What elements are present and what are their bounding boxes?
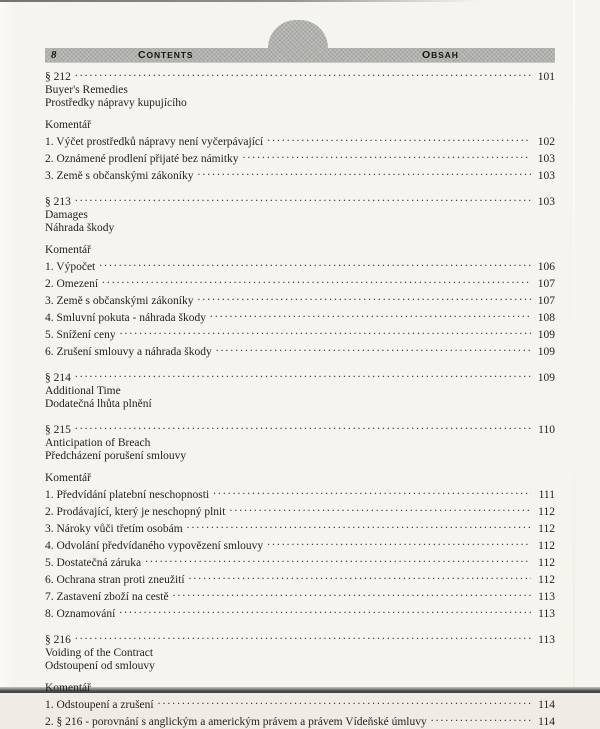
scan-edge-left (0, 0, 14, 693)
commentary-item-row-label: 2. Prodávající, který je neschopný plnit (45, 506, 225, 519)
toc-page-number: 102 (535, 136, 555, 149)
commentary-item-row (45, 712, 555, 729)
page-header (45, 20, 555, 62)
toc (45, 67, 555, 729)
leader-dots (187, 519, 531, 532)
toc-subtitle: Dodatečná lhůta plnění (45, 398, 555, 411)
commentary-item-row-label: 4. Odvolání předvídaného vypovězení smlouvy (45, 540, 263, 553)
toc-section-row-label: § 213 (45, 196, 71, 209)
toc-page-number: 107 (535, 295, 555, 308)
commentary-item-row-label: 6. Zrušení smlouvy a náhrada škody (45, 346, 212, 359)
toc-commentary (45, 119, 555, 183)
toc-page-number: 113 (535, 634, 555, 647)
commentary-item-row (45, 604, 555, 621)
leader-dots (267, 536, 531, 549)
commentary-item-row-label: 1. Výčet prostředků nápravy není vyčerpávající (45, 136, 263, 149)
toc-section (45, 67, 555, 110)
toc-page-number: 110 (535, 424, 555, 437)
leader-dots (213, 485, 531, 498)
header-bump-ornament (268, 20, 328, 48)
commentary-item-row (45, 502, 555, 519)
toc-section (45, 630, 555, 673)
leader-dots (158, 695, 531, 708)
toc-section-row (45, 420, 555, 437)
commentary-item-row-label: 1. Odstoupení a zrušení (45, 699, 154, 712)
toc-section-row-label: § 216 (45, 634, 71, 647)
toc-section-row-label: § 214 (45, 372, 71, 385)
commentary-heading: Komentář (45, 244, 555, 257)
toc-section (45, 420, 555, 463)
toc-page-number: 114 (535, 699, 555, 712)
commentary-item-row (45, 570, 555, 587)
toc-section (45, 368, 555, 411)
commentary-item-row (45, 274, 555, 291)
scan-crease-right (573, 0, 575, 693)
commentary-item-row-label: 7. Zastavení zboží na cestě (45, 591, 169, 604)
leader-dots (75, 368, 531, 381)
commentary-item-row-label: 3. Země s občanskými zákoníky (45, 170, 194, 183)
commentary-item-row-label: 3. Nároky vůči třetím osobám (45, 523, 183, 536)
toc-page-number: 112 (535, 557, 555, 570)
commentary-item-row-label: 4. Smluvní pokuta - náhrada škody (45, 312, 206, 325)
commentary-item-row-label: 6. Ochrana stran proti zneužití (45, 574, 185, 587)
toc-page-number: 113 (535, 591, 555, 604)
commentary-item-row-label: 1. Předvídání platební neschopnosti (45, 489, 209, 502)
toc-page-number: 103 (535, 196, 555, 209)
toc-subtitle: Additional Time (45, 385, 555, 398)
commentary-item-row (45, 342, 555, 359)
leader-dots (119, 604, 531, 617)
commentary-item-row (45, 166, 555, 183)
toc-section-row (45, 368, 555, 385)
toc-subtitle: Náhrada škody (45, 222, 555, 235)
leader-dots (75, 192, 531, 205)
leader-dots (173, 587, 531, 600)
toc-page-number: 107 (535, 278, 555, 291)
toc-page-number: 106 (535, 261, 555, 274)
toc-page-number: 111 (535, 489, 555, 502)
commentary-item-row (45, 485, 555, 502)
toc-page-number: 109 (535, 329, 555, 342)
toc-page-number: 112 (535, 506, 555, 519)
commentary-item-row (45, 536, 555, 553)
toc-page-number: 113 (535, 608, 555, 621)
leader-dots (431, 712, 531, 725)
toc-section-row (45, 630, 555, 647)
leader-dots (198, 166, 531, 179)
toc-subtitle: Voiding of the Contract (45, 647, 555, 660)
commentary-heading: Komentář (45, 682, 555, 695)
leader-dots (198, 291, 531, 304)
toc-page-number: 108 (535, 312, 555, 325)
leader-dots (75, 630, 531, 643)
toc-page-number: 103 (535, 153, 555, 166)
leader-dots (229, 502, 531, 515)
header-title-contents: CONTENTS (138, 48, 193, 62)
toc-section-row (45, 67, 555, 84)
toc-page-number: 109 (535, 372, 555, 385)
toc-section-row-label: § 215 (45, 424, 71, 437)
commentary-item-row-label: 2. § 216 - porovnání s anglickým a americkým právem a právem Vídeňské úmluvy (45, 716, 427, 729)
page-number: 8 (51, 48, 57, 62)
commentary-item-row (45, 325, 555, 342)
commentary-item-row-label: 5. Snížení ceny (45, 329, 116, 342)
toc-commentary (45, 472, 555, 621)
toc-subtitle: Odstoupení od smlouvy (45, 660, 555, 673)
commentary-item-row (45, 519, 555, 536)
commentary-item-row (45, 291, 555, 308)
toc-page-number: 101 (535, 71, 555, 84)
leader-dots (99, 257, 531, 270)
toc-subtitle: Prostředky nápravy kupujícího (45, 97, 555, 110)
commentary-item-row-label: 2. Omezení (45, 278, 98, 291)
commentary-item-row (45, 308, 555, 325)
toc-page-number: 109 (535, 346, 555, 359)
toc-page-number: 112 (535, 540, 555, 553)
leader-dots (216, 342, 531, 355)
leader-dots (243, 149, 531, 162)
toc-page-number: 112 (535, 523, 555, 536)
toc-commentary (45, 682, 555, 729)
commentary-item-row-label: 1. Výpočet (45, 261, 95, 274)
toc-subtitle: Předcházení porušení smlouvy (45, 450, 555, 463)
commentary-item-row-label: 5. Dostatečná záruka (45, 557, 141, 570)
toc-section (45, 192, 555, 235)
leader-dots (210, 308, 531, 321)
commentary-item-row-label: 8. Oznamování (45, 608, 115, 621)
toc-section-row (45, 192, 555, 209)
toc-section-row-label: § 212 (45, 71, 71, 84)
commentary-item-row-label: 2. Oznámené prodlení přijaté bez námitky (45, 153, 239, 166)
leader-dots (75, 420, 531, 433)
leader-dots (120, 325, 531, 338)
toc-page-number: 103 (535, 170, 555, 183)
toc-page-number: 114 (535, 716, 555, 729)
scan-edge-top (0, 0, 480, 2)
commentary-heading: Komentář (45, 472, 555, 485)
toc-commentary (45, 244, 555, 359)
toc-subtitle: Damages (45, 209, 555, 222)
toc-subtitle: Anticipation of Breach (45, 437, 555, 450)
header-title-obsah: OBSAH (422, 48, 459, 62)
leader-dots (267, 132, 531, 145)
commentary-item-row (45, 587, 555, 604)
commentary-heading: Komentář (45, 119, 555, 132)
leader-dots (102, 274, 531, 287)
header-bar (45, 48, 555, 62)
commentary-item-row (45, 149, 555, 166)
commentary-item-row (45, 695, 555, 712)
commentary-item-row (45, 132, 555, 149)
commentary-item-row-label: 3. Země s občanskými zákoníky (45, 295, 194, 308)
leader-dots (75, 67, 531, 80)
commentary-item-row (45, 257, 555, 274)
commentary-item-row (45, 553, 555, 570)
toc-page-number: 112 (535, 574, 555, 587)
leader-dots (145, 553, 531, 566)
leader-dots (189, 570, 531, 583)
toc-subtitle: Buyer's Remedies (45, 84, 555, 97)
